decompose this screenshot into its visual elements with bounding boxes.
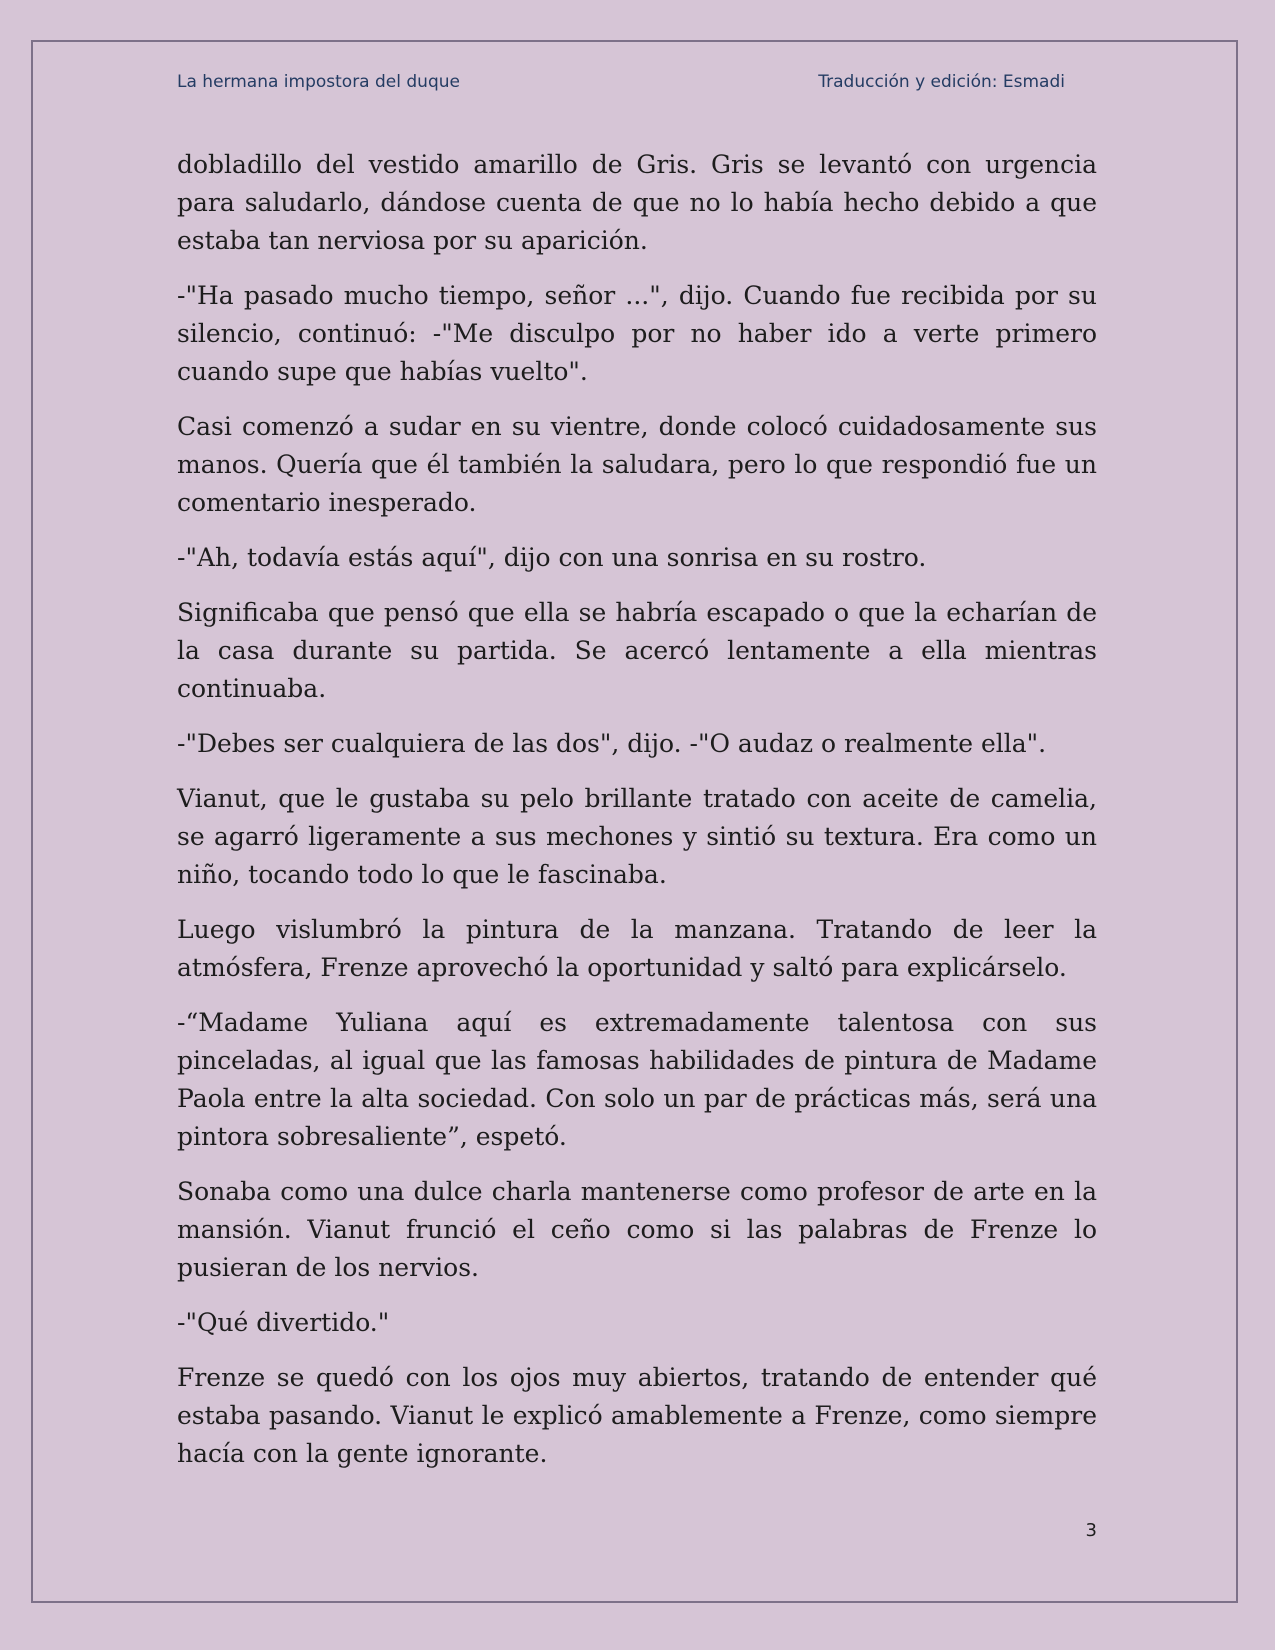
paragraph: Casi comenzó a sudar en su vientre, donde colocó cuidadosamente sus manos. Quería que él también la saludara, pero lo que respondió fue un comentario inesperado. bbox=[177, 412, 1097, 517]
paragraph: -“Madame Yuliana aquí es extremadamente talentosa con sus pinceladas, al igual que las famosas habilidades de pintura de Madame Paola entre la alta sociedad. Con solo un par de prácticas más, será una pintora sobresaliente”, espetó. bbox=[177, 1008, 1097, 1151]
paragraph: Significaba que pensó que ella se habría escapado o que la echarían de la casa durante su partida. Se acercó lentamente a ella mientras continuaba. bbox=[177, 598, 1097, 703]
header-title: La hermana impostora del duque bbox=[177, 72, 460, 92]
paragraph: Vianut, que le gustaba su pelo brillante tratado con aceite de camelia, se agarró ligeramente a sus mechones y sintió su textura. Era como un niño, tocando todo lo que le fascinaba. bbox=[177, 784, 1097, 889]
paragraph: -"Debes ser cualquiera de las dos", dijo. -"O audaz o realmente ella". bbox=[177, 729, 1047, 758]
paragraph: dobladillo del vestido amarillo de Gris. Gris se levantó con urgencia para saludarlo, dándose cuenta de que no lo había hecho debido a que estaba tan nerviosa por su aparición. bbox=[177, 150, 1097, 255]
header-credits: Traducción y edición: Esmadi bbox=[818, 72, 1065, 92]
page-header bbox=[177, 72, 1065, 100]
page-number: 3 bbox=[1085, 1520, 1097, 1541]
paragraph: Frenze se quedó con los ojos muy abiertos, tratando de entender qué estaba pasando. Vianut le explicó amablemente a Frenze, como siempre hacía con la gente ignorante. bbox=[177, 1363, 1097, 1468]
paragraph: -"Ah, todavía estás aquí", dijo con una sonrisa en su rostro. bbox=[177, 543, 927, 572]
paragraph: Luego vislumbró la pintura de la manzana. Tratando de leer la atmósfera, Frenze aprovechó la oportunidad y saltó para explicárselo. bbox=[177, 915, 1097, 982]
paragraph: -"Qué divertido." bbox=[177, 1308, 390, 1337]
body-text bbox=[177, 146, 1097, 1490]
paragraph: Sonaba como una dulce charla mantenerse como profesor de arte en la mansión. Vianut frunció el ceño como si las palabras de Frenze lo pusieran de los nervios. bbox=[177, 1177, 1097, 1282]
paragraph: -"Ha pasado mucho tiempo, señor ...", dijo. Cuando fue recibida por su silencio, continuó: -"Me disculpo por no haber ido a verte primero cuando supe que habías vuelto". bbox=[177, 281, 1097, 386]
